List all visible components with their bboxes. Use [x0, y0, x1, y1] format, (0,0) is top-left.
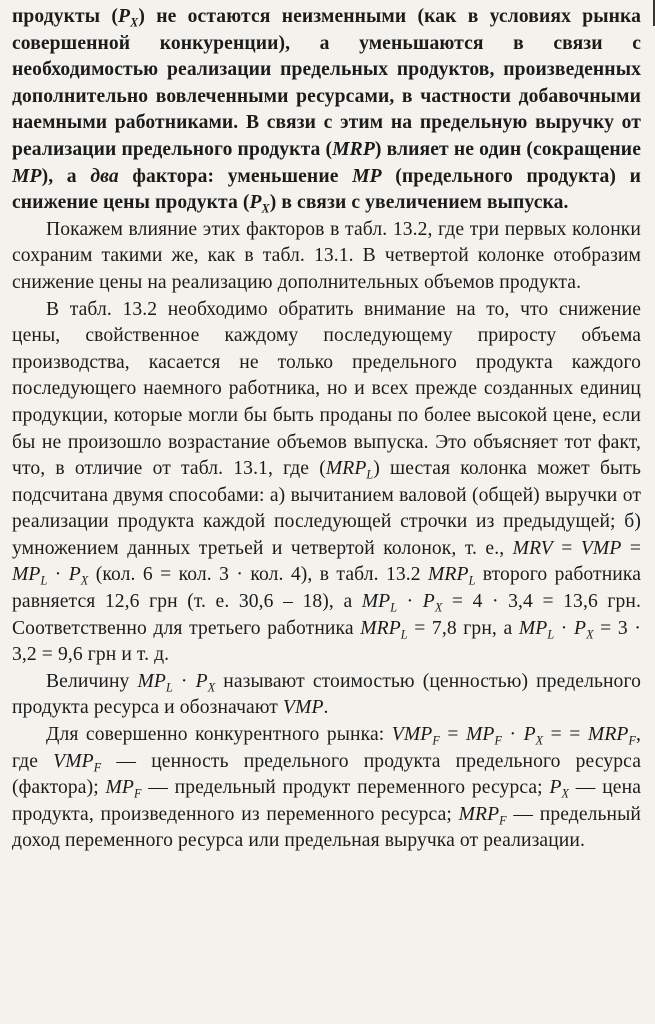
paragraph-2: Покажем влияние этих факторов в табл. 13.2, где три первых колонки сохраним такими же, как в табл. 13.1. В четвертой колонке отобразим снижение цены на реализацию дополнительных объемов продукта. [12, 218, 641, 293]
paragraph-4: Величину $MP_L \cdot P_X$ называют стоимостью (ценностью) предельного продукта ресурса и обозначают VMP. [12, 670, 642, 719]
paragraph-3: В табл. 13.2 необходимо обратить внимание на то, что снижение цены, свойственное каждому последующему приросту объема производства, касается не только предельного продукта каждого последующего наемного работника, но и всех прежде созданных единиц продукции, которые могли бы быть проданы по более высокой цене, если бы не произошло возрастание объемов выпуска. Это объясняет тот факт, что, в отличие от табл. 13.1, где $(MRP_L)$ шестая колонка может быть подсчитана двумя способами: а) вычитанием валовой (общей) выручки от реализации продукта каждой последующей строчки из предыдущей; б) умножением данных третьей и четвертой колонок, т. е., MRV = VMP = $MP_L \cdot P_X$ (кол. 6 = кол. 3 · кол. 4), в табл. 13.2 $MRP_L$ второго работника равняется 12,6 грн (т. е. 30,6 – 18), а $MP_L \cdot P_X = 4 \cdot 3,4 = 13,6$ грн. Соответственно для третьего работника $MRP_L = 7,8$ грн, а $MP_L \cdot P_X = 3 \cdot 3,2 = 9,6$ грн и т. д. [12, 298, 642, 666]
paragraph-1: продукты $(P_X)$ не остаются неизменными (как в условиях рынка совершенной конкуренции), а уменьшаются в связи с необходимостью реализации предельных продуктов, произведенных дополнительно вовлеченными ресурсами, в частности добавочными наемными работниками. В связи с этим на предельную выручку от реализации предельного продукта (MRP) влияет не один (сокращение MP), а два фактора: уменьшение MP (предельного продукта) и снижение цены продукта $(P_X)$ в связи с увеличением выпуска. [12, 6, 641, 216]
paragraph-5: Для совершенно конкурентного рынка: $VMP_F = MP_F \cdot P_X$ = = $MRP_F$, где $VMP_F$ — ценность предельного продукта предельного ресурса (фактора); $MP_F$ — предельный продукт переменного ресурса; $P_X$ — цена продукта, произведенного из переменного ресурса; $MRP_F$ — предельный доход переменного ресурса или предельная выручка от реализации. [12, 724, 642, 852]
